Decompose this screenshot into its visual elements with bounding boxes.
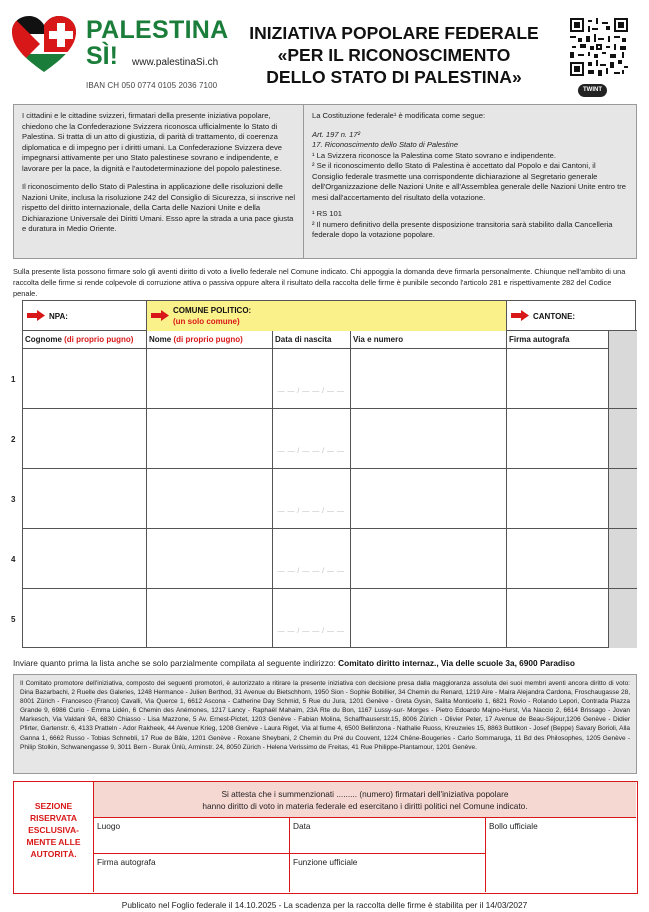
row-number: 4 bbox=[11, 555, 16, 564]
authority-section bbox=[13, 781, 638, 894]
firma-cell[interactable] bbox=[507, 349, 609, 408]
constitution-lead: La Costituzione federale¹ è modificata come segue: bbox=[312, 111, 486, 120]
header bbox=[0, 0, 649, 100]
via-cell[interactable] bbox=[351, 409, 507, 468]
qr-code-icon[interactable] bbox=[570, 18, 628, 76]
bollo-field[interactable]: Bollo ufficiale bbox=[489, 821, 538, 831]
committee-list: Il Comitato promotore dell'iniziativa, composto dei seguenti promotori, è autorizzato a ritirare la presente iniziativa con decisione presa dalla maggioranza assoluta dei suoi membri aventi ancora diritto di voto: Dina Bazarbachi, 2 Ruelle des Galeries, 1248 Hermance - Julien Berthod, 31 Avenue du Bietschhorn, 1950 Sion - Sophie Bobillier, 34 Chemin du Renard, 1219 Aire - Maira Alejandra Cardona, Froschaugasse 28, 8001 Zürich - Francesco (Franco) Cavalli, Via Querce 1, 6612 Ascona - Catherine Day Schmid, 5 Rue du Jura, 1201 Genève - Greta Gysin, Salita Monticello 1, 6821 Rovio - Rolando Lepori, Contrada Piazza Grande 9, 6986 Curio - Emma Lidén, 6 Chemin des Anémones, 1217 Lancy - Raphaël Mahaim, 23A Rte du Bon, 1167 Lussy-sur- Morges - Pietro Edoardo Majno-Hurst, Via Naccio 2, 6614 Brissago - Jovan Markesch, Via Valdani 9A, 6830 Chiasso - Lisa Mazzone, 5 Av. Ernest-Pictet, 1203 Genève - Fabian Molina, Schaffhauserstr.15, 8006 Zürich - Olivier Peter, 17 Avenue de Beau-Séjour,1206 Genève - Didier Pfirter, Gartenstr. 6, 4133 Pratteln - Ador Rakheek, 44 Avenue Krieg, 1208 Genève - Laura Riget, Via al fiume 4, 6500 Bellinzona - Nathalie Ruoss, Kreuzwies 15, 8863 Buttikon - Josef (Beppe) Savary Borioli, Alla Ganna 1, 6662 Russo - Tobias Schnebli, 17 Rue de Bâle, 1201 Genève - Roxane Sheybani, 2 Chemin du Pré du Couvent, 1224 Chêne-Bougeries - Carlo Sommaruga, 11 Bd des Philosophes, 1205 Genève - Philip Stolkin, Schwanengasse 9, 3011 Bern - Burak Ünlü, Arminstr. 24, 8050 Zürich - Helena Verissimo de Freitas, 41 Rue Philippe-Plantamour, 1201 Genève. bbox=[13, 674, 637, 774]
column-header-row bbox=[23, 331, 637, 349]
nome-cell[interactable] bbox=[147, 349, 273, 408]
date-placeholder: — — / — — / — — bbox=[277, 628, 345, 635]
reserved-cell bbox=[609, 409, 637, 468]
nome-cell[interactable] bbox=[147, 409, 273, 468]
data-nascita-cell[interactable] bbox=[273, 469, 351, 528]
arrow-right-icon bbox=[151, 310, 169, 321]
signature-row bbox=[23, 469, 637, 529]
data-field[interactable]: Data bbox=[290, 818, 486, 854]
firma-autorita-field[interactable]: Firma autografa bbox=[94, 854, 290, 892]
firma-cell[interactable] bbox=[507, 469, 609, 528]
data-nascita-cell[interactable] bbox=[273, 349, 351, 408]
nome-cell[interactable] bbox=[147, 469, 273, 528]
article-paragraph-1: ¹ La Svizzera riconosce la Palestina come Stato sovrano e indipendente. bbox=[312, 150, 556, 160]
reserved-cell bbox=[609, 349, 637, 408]
data-nascita-cell[interactable] bbox=[273, 589, 351, 648]
cognome-cell[interactable] bbox=[23, 469, 147, 528]
nome-cell[interactable] bbox=[147, 529, 273, 588]
col-cognome: Cognome (di proprio pugno) bbox=[23, 331, 147, 349]
via-cell[interactable] bbox=[351, 529, 507, 588]
cognome-cell[interactable] bbox=[23, 529, 147, 588]
arrow-right-icon bbox=[27, 310, 45, 321]
footnote-1: ¹ RS 101 bbox=[312, 209, 342, 218]
intro-left-text bbox=[14, 105, 304, 258]
title-line-3: DELLO STATO DI PALESTINA» bbox=[266, 67, 522, 87]
date-placeholder: — — / — — / — — bbox=[277, 388, 345, 395]
twint-badge: TWINT bbox=[578, 84, 607, 97]
nome-cell[interactable] bbox=[147, 589, 273, 648]
reserved-cell bbox=[609, 529, 637, 588]
footnote-2: ² Il numero definitivo della presente disposizione transitoria sarà stabilito dalla Cancelleria federale dopo la votazione popolare. bbox=[312, 219, 613, 239]
send-instructions bbox=[13, 658, 643, 668]
footer-publication: Publicato nel Foglio federale il 14.10.2025 - La scadenza per la raccolta delle firme è stabilita per il 14/03/2027 bbox=[121, 900, 528, 910]
comune-sublabel: (un solo comune) bbox=[173, 317, 240, 326]
cantone-label: CANTONE: bbox=[533, 312, 576, 321]
reserved-cell bbox=[609, 469, 637, 528]
row-number: 1 bbox=[11, 375, 16, 384]
authority-label: SEZIONE RISERVATA ESCLUSIVA- MENTE ALLE AUTORITÀ. bbox=[14, 782, 94, 892]
col-via: Via e numero bbox=[351, 331, 507, 349]
legal-notice: Sulla presente lista possono firmare solo gli aventi diritto di voto a livello federale nel Comune indicato. Chi appoggia la domanda deve firmarla personalmente. Chiunque nell'ambito di una raccolta delle firme si rende colpevole di corruzione attiva o passiva oppure altera il risultato della raccolta delle firme è punibile secondo l'articolo 281 e rispettivamente 282 del Codice penale. bbox=[13, 267, 626, 298]
comune-cell[interactable] bbox=[147, 301, 507, 331]
attestation-text: Si attesta che i summenzionati ......... (numero) firmatari dell'iniziativa popolare hanno diritto di voto in materia federale ed esercitano i diritti politici nel Comune indicato. bbox=[94, 782, 636, 818]
cantone-cell[interactable] bbox=[507, 301, 637, 331]
row-number: 2 bbox=[11, 435, 16, 444]
article-paragraph-2: ² Se il riconoscimento dello Stato di Palestina è accettato dal Popolo e dai Cantoni, il Consiglio federale trasmette una corrispondente dichiarazione al Segretario generale dell'Organizzazione delle Nazioni Unite e all'Assemblea generale delle Nazioni Unite entro tre mesi dall'accertamento del risultato della votazione. bbox=[312, 161, 626, 202]
col-nome: Nome (di proprio pugno) bbox=[147, 331, 273, 349]
col-data-nascita: Data di nascita bbox=[273, 331, 351, 349]
article-title: 17. Riconoscimento dello Stato di Palestine bbox=[312, 140, 459, 149]
data-nascita-cell[interactable] bbox=[273, 409, 351, 468]
via-cell[interactable] bbox=[351, 589, 507, 648]
title-line-2: «PER IL RICONOSCIMENTO bbox=[277, 45, 511, 65]
heart-flag-icon bbox=[10, 14, 78, 74]
signature-row bbox=[23, 529, 637, 589]
send-address: Comitato diritto internaz., Via delle scuole 3a, 6900 Paradiso bbox=[338, 658, 575, 668]
brand-url[interactable]: www.palestinaSi.ch bbox=[132, 57, 219, 68]
cognome-cell[interactable] bbox=[23, 589, 147, 648]
location-row bbox=[23, 301, 637, 331]
arrow-right-icon bbox=[511, 310, 529, 321]
logo bbox=[8, 12, 228, 92]
date-placeholder: — — / — — / — — bbox=[277, 508, 345, 515]
signature-row bbox=[23, 349, 637, 409]
date-placeholder: — — / — — / — — bbox=[277, 448, 345, 455]
via-cell[interactable] bbox=[351, 349, 507, 408]
funzione-field[interactable]: Funzione ufficiale bbox=[290, 854, 486, 892]
send-text: Inviare quanto prima la lista anche se solo parzialmente compilata al seguente indirizzo: bbox=[13, 658, 339, 668]
npa-cell[interactable] bbox=[23, 301, 147, 331]
signature-table bbox=[22, 300, 636, 648]
cognome-cell[interactable] bbox=[23, 409, 147, 468]
intro-paragraph-2: Il riconoscimento dello Stato di Palestina in applicazione delle risoluzioni delle Nazioni Unite, inclusa la risoluzione 242 del Consiglio di Sicurezza, si inscrive nel rispetto del diritto internazionale, della Carta delle Nazioni Unite e della Dichiarazione Universale dei Diritti Umani. Esso apre la strada a una pace giusta e duratura in Medio Oriente. bbox=[22, 182, 296, 233]
signature-row bbox=[23, 589, 637, 649]
row-number: 5 bbox=[11, 615, 16, 624]
title-line-1: INIZIATIVA POPOLARE FEDERALE bbox=[249, 23, 539, 43]
intro-box bbox=[13, 104, 637, 259]
firma-cell[interactable] bbox=[507, 409, 609, 468]
col-reserved bbox=[609, 331, 637, 349]
intro-paragraph-1: I cittadini e le cittadine svizzeri, firmatari della presente iniziativa popolare, chiedono che la Confederazione Svizzera riconosca ufficialmente lo Stato di Palestina. Si tratta di un atto di giustizia, di parità di trattamento, di coerenza diplomatica e di impegno per i diritti umani. La Confederazione Svizzera deve impegnarsi attivamente per uno Stato palestinese sovrano e indipendente, e lavorare per la pace, la dignità e l'autodeterminazione del popolo palestinese. bbox=[22, 111, 283, 173]
row-number: 3 bbox=[11, 495, 16, 504]
brand-exclamation: SÌ! bbox=[86, 42, 118, 70]
date-placeholder: — — / — — / — — bbox=[277, 568, 345, 575]
article-number: Art. 197 n. 17² bbox=[312, 129, 361, 139]
col-firma: Firma autografa bbox=[507, 331, 609, 349]
data-nascita-cell[interactable] bbox=[273, 529, 351, 588]
comune-label: COMUNE POLITICO: bbox=[173, 306, 252, 315]
constitution-text bbox=[304, 105, 636, 258]
reserved-cell bbox=[609, 589, 637, 648]
firma-cell[interactable] bbox=[507, 529, 609, 588]
firma-cell[interactable] bbox=[507, 589, 609, 648]
via-cell[interactable] bbox=[351, 469, 507, 528]
luogo-field[interactable]: Luogo bbox=[94, 818, 290, 854]
page-title bbox=[232, 22, 556, 88]
brand-name: PALESTINA bbox=[86, 16, 229, 44]
cognome-cell[interactable] bbox=[23, 349, 147, 408]
iban: IBAN CH 050 0774 0105 2036 7100 bbox=[86, 81, 218, 90]
signature-row bbox=[23, 409, 637, 469]
npa-label: NPA: bbox=[49, 312, 68, 321]
